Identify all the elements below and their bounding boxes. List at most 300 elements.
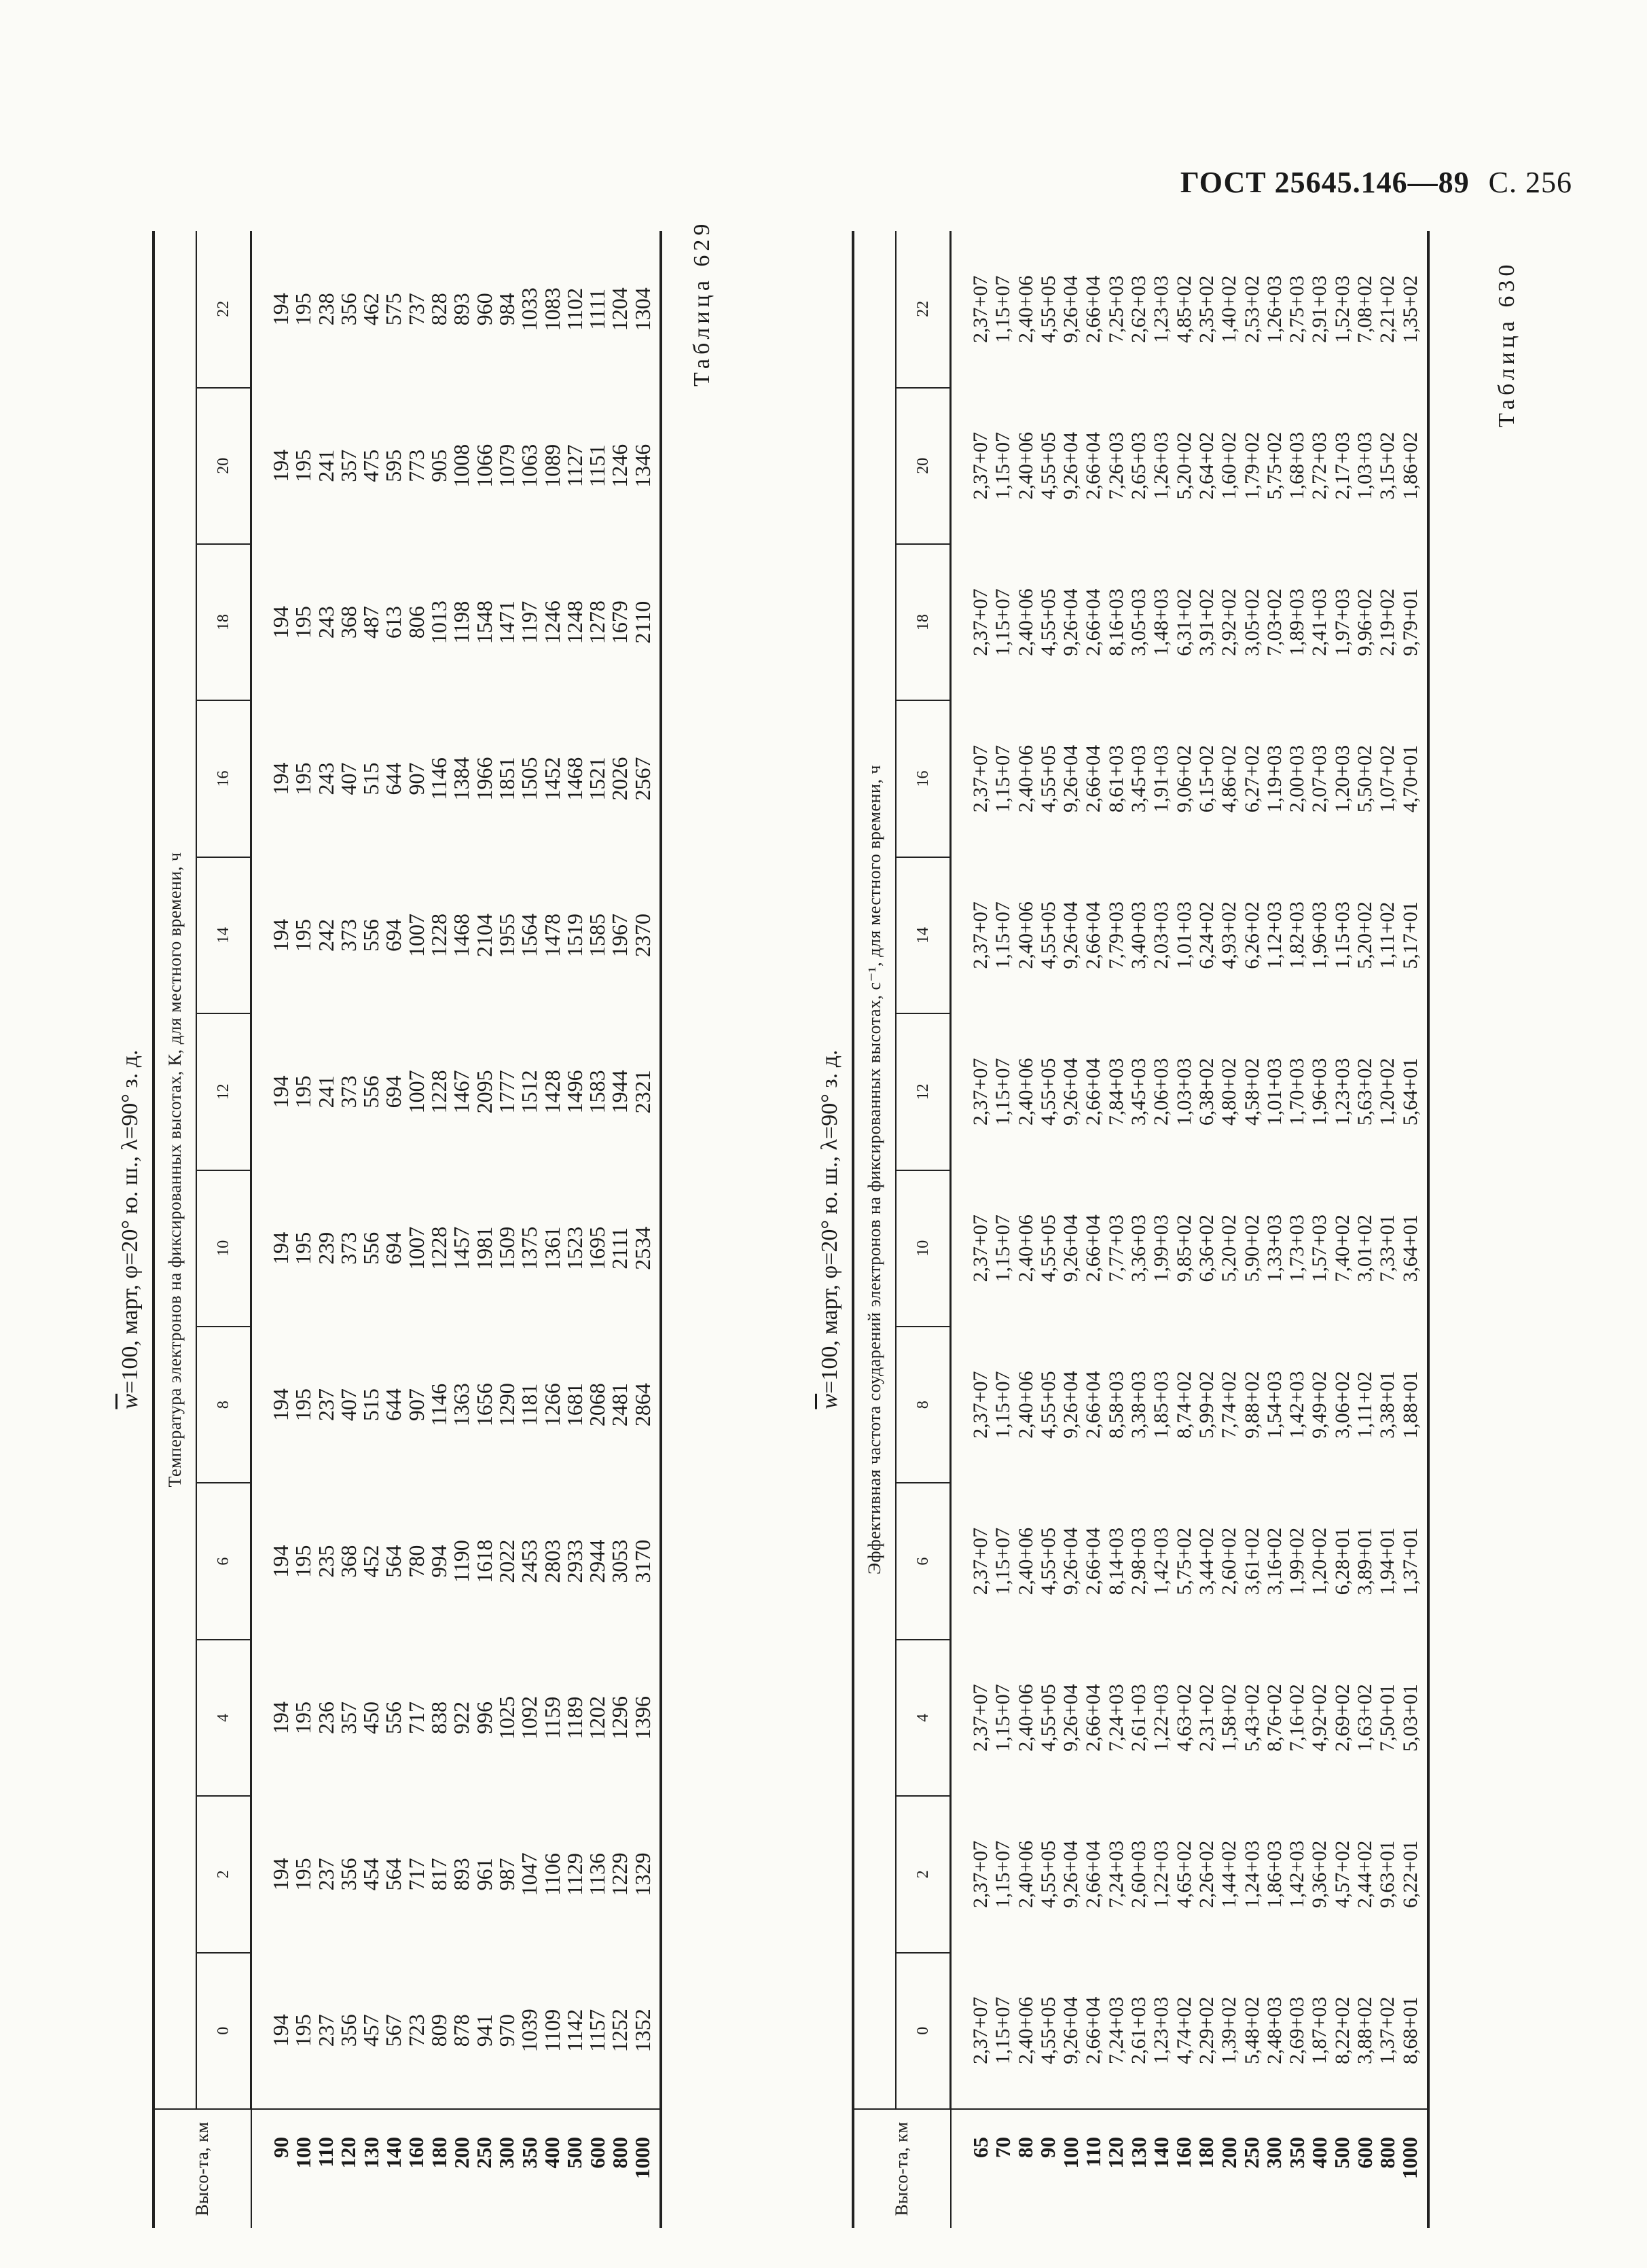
table-cell: 4,92+02 [1308,1684,1331,1752]
value-column-4 [251,1640,662,1796]
table-cell: 2,69+03 [1286,1996,1309,2065]
table-cell: 2933 [562,1539,587,1583]
table-cell: 194 [268,1388,293,1422]
table-cell: 1,15+07 [992,1840,1015,1909]
table-cell: 5,75+02 [1263,432,1286,500]
table-cell: 1,96+03 [1308,1058,1331,1126]
table-cell: 450 [359,1701,384,1734]
table-cell: 1505 [517,757,542,801]
table-cell: 7,77+03 [1104,1214,1127,1282]
table-cell: 195 [291,1858,316,1891]
table-cell: 1252 [607,2009,632,2053]
table-cell: 1,97+03 [1331,588,1354,656]
table-cell: 235 [313,1545,338,1578]
table-cell: 2,37+07 [969,1684,992,1752]
table-cell: 1228 [427,913,452,957]
table-cell: 1129 [562,1852,587,1896]
table-cell: 996 [471,1701,496,1734]
table-cell: 994 [427,1545,452,1578]
table-cell: 9,63+01 [1376,1840,1399,1909]
height-value: 160 [404,2137,429,2169]
table-cell: 1,07+02 [1376,744,1399,813]
table-cell: 7,84+03 [1104,1058,1127,1126]
value-column-10 [251,1170,662,1327]
table-cell: 1,12+03 [1263,901,1286,969]
table-cell: 2,40+06 [1014,1214,1037,1282]
table-cell: 9,26+04 [1060,744,1083,813]
table-cell: 3,05+03 [1127,588,1151,656]
table-cell: 1,11+02 [1354,1371,1377,1439]
table-cell: 9,26+04 [1060,1684,1083,1752]
table-cell: 1204 [607,287,632,331]
hour-header-14: 14 [196,857,251,1013]
table-cell: 1512 [517,1070,542,1114]
table-cell: 2,19+02 [1376,588,1399,656]
table-cell: 1198 [449,600,474,644]
table-cell: 1851 [494,757,519,801]
height-value: 400 [540,2137,564,2169]
table-cell: 195 [291,293,316,326]
table-cell: 1346 [630,444,655,488]
table-cell: 1296 [607,1695,632,1740]
table-cell: 2,75+03 [1286,275,1309,343]
table-cell: 1,15+07 [992,1527,1015,1596]
table-cell: 5,64+01 [1398,1058,1422,1126]
table-cell: 1,37+02 [1376,1996,1399,2065]
table-cell: 2,37+07 [969,744,992,813]
table-cell: 3,05+02 [1240,588,1263,656]
table-cell: 1047 [517,1852,542,1896]
table-cell: 195 [291,1388,316,1422]
table-cell: 1,15+07 [992,1371,1015,1439]
table-cell: 9,85+02 [1172,1214,1195,1282]
table-cell: 2534 [630,1226,655,1270]
table-cell: 3,44+02 [1195,1527,1218,1596]
table-cell: 1,39+02 [1218,1996,1241,2065]
hour-header-row [896,231,951,2228]
table-cell: 1428 [539,1070,564,1114]
table-cell: 1,15+07 [992,1996,1015,2065]
table-cell: 1,57+03 [1308,1214,1331,1282]
table-cell: 1329 [630,1852,655,1896]
table-cell: 694 [381,918,406,952]
table-cell: 1290 [494,1383,519,1427]
table-cell: 575 [381,293,406,326]
table-cell: 2453 [517,1539,542,1583]
table-cell: 1025 [494,1695,519,1740]
table-cell: 3170 [630,1539,655,1583]
table-cell: 1478 [539,913,564,957]
table-cell: 1509 [494,1226,519,1270]
table-cell: 9,26+04 [1060,1214,1083,1282]
table-cell: 1197 [517,600,542,644]
table-cell: 556 [381,1701,406,1734]
table-cell: 9,06+02 [1172,744,1195,813]
table-cell: 238 [313,293,338,326]
table-cell: 1304 [630,287,655,331]
table-cell: 1471 [494,600,519,645]
height-value: 120 [336,2137,361,2169]
hour-header-0: 0 [196,1953,251,2109]
value-column-0 [951,1953,1428,2109]
table-cell: 1146 [427,1383,452,1426]
height-value: 300 [494,2137,519,2169]
table-cell: 907 [403,1388,429,1422]
table-cell: 4,55+05 [1036,1684,1060,1752]
table-cell: 6,22+01 [1398,1840,1422,1909]
table-cell: 356 [336,2014,361,2047]
table-cell: 2,37+07 [969,1840,992,1909]
hour-header-12: 12 [196,1013,251,1170]
table-cell: 2,40+06 [1014,432,1037,500]
table-cell: 1,15+07 [992,275,1015,343]
table-cell: 7,24+03 [1104,1840,1127,1909]
table-cell: 7,74+02 [1218,1371,1241,1439]
table-cell: 1146 [427,757,452,800]
table-cell: 1467 [449,1070,474,1114]
table-cell: 2068 [585,1383,610,1427]
table-cell: 195 [291,449,316,482]
table-cell: 195 [291,918,316,952]
height-value: 100 [1058,2137,1083,2169]
table-cell: 644 [381,762,406,795]
table-cell: 4,57+02 [1331,1840,1354,1909]
height-value: 180 [427,2137,451,2169]
table-cell: 515 [359,762,384,795]
table-cell: 3,36+03 [1127,1214,1151,1282]
table-cell: 1063 [517,444,542,488]
table-cell: 2,66+04 [1082,901,1105,969]
table-cell: 1966 [471,757,496,801]
table-cell: 194 [268,1545,293,1578]
table-cell: 1,40+02 [1218,275,1241,343]
table-cell: 717 [403,1701,429,1734]
table-cell: 2,66+04 [1082,744,1105,813]
title-text: =100, март, φ=20° ю. ш., λ=90° з. д. [817,1049,842,1394]
table-cell: 1,26+03 [1263,275,1286,343]
table-cell: 7,25+03 [1104,275,1127,343]
table-cell: 2,40+06 [1014,901,1037,969]
table-cell: 368 [336,606,361,639]
table-cell: 475 [359,449,384,482]
table-cell: 2,00+03 [1286,744,1309,813]
hour-header-16: 16 [896,700,951,857]
table-cell: 2,40+06 [1014,1527,1037,1596]
table-title [109,231,152,2228]
table-cell: 1007 [403,1070,429,1114]
table-cell: 1,60+02 [1218,432,1241,500]
table-cell: 239 [313,1231,338,1265]
table-cell: 809 [427,2014,452,2047]
table-cell: 817 [427,1858,452,1891]
table-cell: 1,15+07 [992,1684,1015,1752]
table-cell: 806 [403,606,429,639]
table-cell: 1106 [539,1852,564,1896]
table-cell: 893 [449,1858,474,1891]
table-label: Таблица 630 [1494,260,1519,427]
table-cell: 2,60+02 [1218,1527,1241,1596]
table-cell: 1548 [471,600,496,645]
height-value: 600 [585,2137,609,2169]
table-cell: 1248 [562,600,587,645]
table-cell: 1,22+03 [1150,1840,1173,1909]
height-column [951,2109,1428,2228]
table-cell: 1363 [449,1383,474,1427]
table-cell: 194 [268,606,293,639]
table-cell: 194 [268,449,293,482]
table-cell: 1,23+03 [1150,275,1173,343]
hour-header-4: 4 [196,1640,251,1796]
table-cell: 1361 [539,1226,564,1270]
table-cell: 9,49+02 [1308,1371,1331,1439]
hour-header-20: 20 [196,388,251,544]
table-cell: 2095 [471,1070,496,1114]
table-cell: 241 [313,1075,338,1109]
table-cell: 1,99+02 [1286,1527,1309,1596]
hour-header-20: 20 [896,388,951,544]
table-cell: 3,16+02 [1263,1527,1286,1596]
table-cell: 1246 [607,444,632,488]
data-row [951,231,1428,2228]
table-cell: 564 [381,1858,406,1891]
table-cell: 9,26+04 [1060,1840,1083,1909]
table-cell: 3053 [607,1539,632,1583]
table-cell: 1523 [562,1226,587,1270]
table-cell: 4,55+05 [1036,588,1060,656]
table-cell: 3,88+02 [1354,1996,1377,2065]
table-cell: 4,74+02 [1172,1996,1195,2065]
table-cell: 7,33+01 [1376,1214,1399,1282]
table-cell: 1039 [517,2009,542,2053]
value-column-12 [951,1013,1428,1170]
table-cell: 1,58+02 [1218,1684,1241,1752]
value-column-6 [951,1483,1428,1639]
table-cell: 1092 [517,1695,542,1740]
table-cell: 373 [336,918,361,952]
height-value: 140 [1148,2137,1173,2169]
table-cell: 2370 [630,913,655,957]
table-cell: 2,91+03 [1308,275,1331,343]
table-cell: 1,68+03 [1286,432,1309,500]
table-cell: 5,75+02 [1172,1527,1195,1596]
table-cell: 2,66+04 [1082,432,1105,500]
height-value: 500 [1330,2137,1354,2169]
hour-header-6: 6 [896,1483,951,1639]
table-cell: 7,16+02 [1286,1684,1309,1752]
table-cell: 905 [427,449,452,482]
table-cell: 1228 [427,1070,452,1114]
height-value: 1000 [630,2137,655,2179]
table-cell: 1,15+07 [992,744,1015,813]
hour-header-10: 10 [896,1170,951,1327]
table-cell: 5,20+02 [1354,901,1377,969]
table-cell: 7,24+03 [1104,1684,1127,1752]
table-cell: 1228 [427,1226,452,1270]
table-cell: 1127 [562,444,587,488]
table-cell: 1,52+03 [1331,275,1354,343]
table-cell: 1111 [585,289,610,330]
table-cell: 1967 [607,913,632,957]
value-column-2 [951,1796,1428,1952]
hour-header-8: 8 [196,1327,251,1483]
title-w: $\overline{w}$ [117,1393,143,1409]
value-column-0 [251,1953,662,2109]
table-cell: 1,42+03 [1150,1527,1173,1596]
hour-header-8: 8 [896,1327,951,1483]
table-cell: 1,87+03 [1308,1996,1331,2065]
table-cell: 2,35+02 [1195,275,1218,343]
table-cell: 4,55+05 [1036,1996,1060,2065]
table-cell: 1,70+03 [1286,1058,1309,1126]
table-cell: 242 [313,918,338,952]
table-cell: 1189 [562,1696,587,1740]
table-cell: 1,15+07 [992,1214,1015,1282]
table-cell: 1375 [517,1226,542,1270]
table-cell: 723 [403,2014,429,2047]
table-cell: 9,26+04 [1060,1527,1083,1596]
table-cell: 195 [291,1075,316,1109]
table-cell: 3,89+01 [1354,1527,1377,1596]
table-cell: 8,16+03 [1104,588,1127,656]
table-cell: 3,40+03 [1127,901,1151,969]
table-cell: 4,55+05 [1036,1058,1060,1126]
table-cell: 4,70+01 [1398,744,1422,813]
table-cell: 194 [268,1075,293,1109]
table-cell: 9,79+01 [1398,588,1422,656]
table-cell: 4,55+05 [1036,1371,1060,1439]
table-cell: 2,40+06 [1014,1058,1037,1126]
table-cell: 2481 [607,1383,632,1427]
page-header [1180,165,1572,200]
table-cell: 2,40+06 [1014,1840,1037,1909]
table-cell: 6,15+02 [1195,744,1218,813]
value-column-20 [951,388,1428,544]
table-cell: 1007 [403,1226,429,1270]
table-cell: 984 [494,293,519,326]
table-cell: 2864 [630,1383,655,1427]
table-cell: 373 [336,1231,361,1265]
table-cell: 1,54+03 [1263,1371,1286,1439]
table-cell: 1,37+01 [1398,1527,1422,1596]
table-cell: 1656 [471,1383,496,1427]
table-cell: 1,22+03 [1150,1684,1173,1752]
table-630-block [808,231,1589,2228]
table-cell: 1278 [585,600,610,645]
height-value: 110 [314,2137,338,2167]
table-cell: 2,66+04 [1082,1996,1105,2065]
table-cell: 1,63+02 [1354,1684,1377,1752]
table-cell: 9,26+04 [1060,275,1083,343]
table-cell: 3,91+02 [1195,588,1218,656]
table-cell: 2,37+07 [969,901,992,969]
table-cell: 2,06+03 [1150,1058,1173,1126]
height-value: 70 [990,2137,1015,2158]
value-column-2 [251,1796,662,1952]
table-cell: 2,41+03 [1308,588,1331,656]
table-cell: 1109 [539,2009,564,2052]
table-cell: 9,96+02 [1354,588,1377,656]
table-cell: 1142 [562,2009,587,2052]
table-cell: 3,64+01 [1398,1214,1422,1282]
value-column-10 [951,1170,1428,1327]
table-cell: 195 [291,762,316,795]
table-cell: 2,66+04 [1082,1840,1105,1909]
table-cell: 987 [494,1858,519,1891]
table-cell: 2,98+03 [1127,1527,1151,1596]
table-cell: 5,48+02 [1240,1996,1263,2065]
table-cell: 1,35+02 [1398,275,1422,343]
table-cell: 4,93+02 [1218,901,1241,969]
table-cell: 4,55+05 [1036,744,1060,813]
table-cell: 1066 [471,444,496,488]
table-cell: 4,86+02 [1218,744,1241,813]
table-label: Таблица 629 [689,219,714,386]
height-value: 130 [1126,2137,1151,2169]
table-cell: 195 [291,1545,316,1578]
table-cell: 717 [403,1858,429,1891]
table-cell: 462 [359,293,384,326]
table-cell: 1,23+03 [1331,1058,1354,1126]
data-row [251,231,662,2228]
table-cell: 1,89+03 [1286,588,1309,656]
table-cell: 1,26+03 [1150,432,1173,500]
hour-header-2: 2 [196,1796,251,1952]
height-value: 350 [517,2137,541,2169]
height-column [251,2109,662,2228]
hour-header-12: 12 [896,1013,951,1170]
table-cell: 6,24+02 [1195,901,1218,969]
table-cell: 194 [268,293,293,326]
table-cell: 4,80+02 [1218,1058,1241,1126]
table-cell: 2,66+04 [1082,275,1105,343]
table-cell: 1136 [585,1852,610,1896]
table-cell: 1229 [607,1852,632,1896]
table-cell: 243 [313,762,338,795]
table-cell: 407 [336,1388,361,1422]
height-value: 120 [1104,2137,1128,2169]
table-cell: 373 [336,1075,361,1109]
table-cell: 2,17+03 [1331,432,1354,500]
value-column-18 [951,544,1428,700]
table-cell: 1457 [449,1226,474,1270]
table-cell: 1521 [585,757,610,801]
value-column-14 [251,857,662,1013]
table-cell: 694 [381,1075,406,1109]
table-cell: 1,15+03 [1331,901,1354,969]
table-cell: 195 [291,606,316,639]
table-cell: 970 [494,2014,519,2047]
table-cell: 7,24+03 [1104,1996,1127,2065]
table-cell: 2,66+04 [1082,1684,1105,1752]
table-cell: 4,58+02 [1240,1058,1263,1126]
table-cell: 2,37+07 [969,588,992,656]
group-header: Температура электронов на фиксированных высотах, К, для местного времени, ч [153,231,196,2109]
table-cell: 3,45+03 [1127,1058,1151,1126]
table-cell: 644 [381,1388,406,1422]
value-column-6 [251,1483,662,1639]
table-cell: 7,50+01 [1376,1684,1399,1752]
height-value: 130 [359,2137,383,2169]
table-cell: 556 [359,1231,384,1265]
height-value: 160 [1172,2137,1196,2169]
table-cell: 194 [268,1701,293,1734]
title-text: =100, март, φ=20° ю. ш., λ=90° з. д. [117,1049,143,1394]
table-cell: 194 [268,762,293,795]
table-cell: 236 [313,1701,338,1734]
table-cell: 2110 [630,600,655,644]
table-cell: 1,91+03 [1150,744,1173,813]
table-cell: 357 [336,449,361,482]
